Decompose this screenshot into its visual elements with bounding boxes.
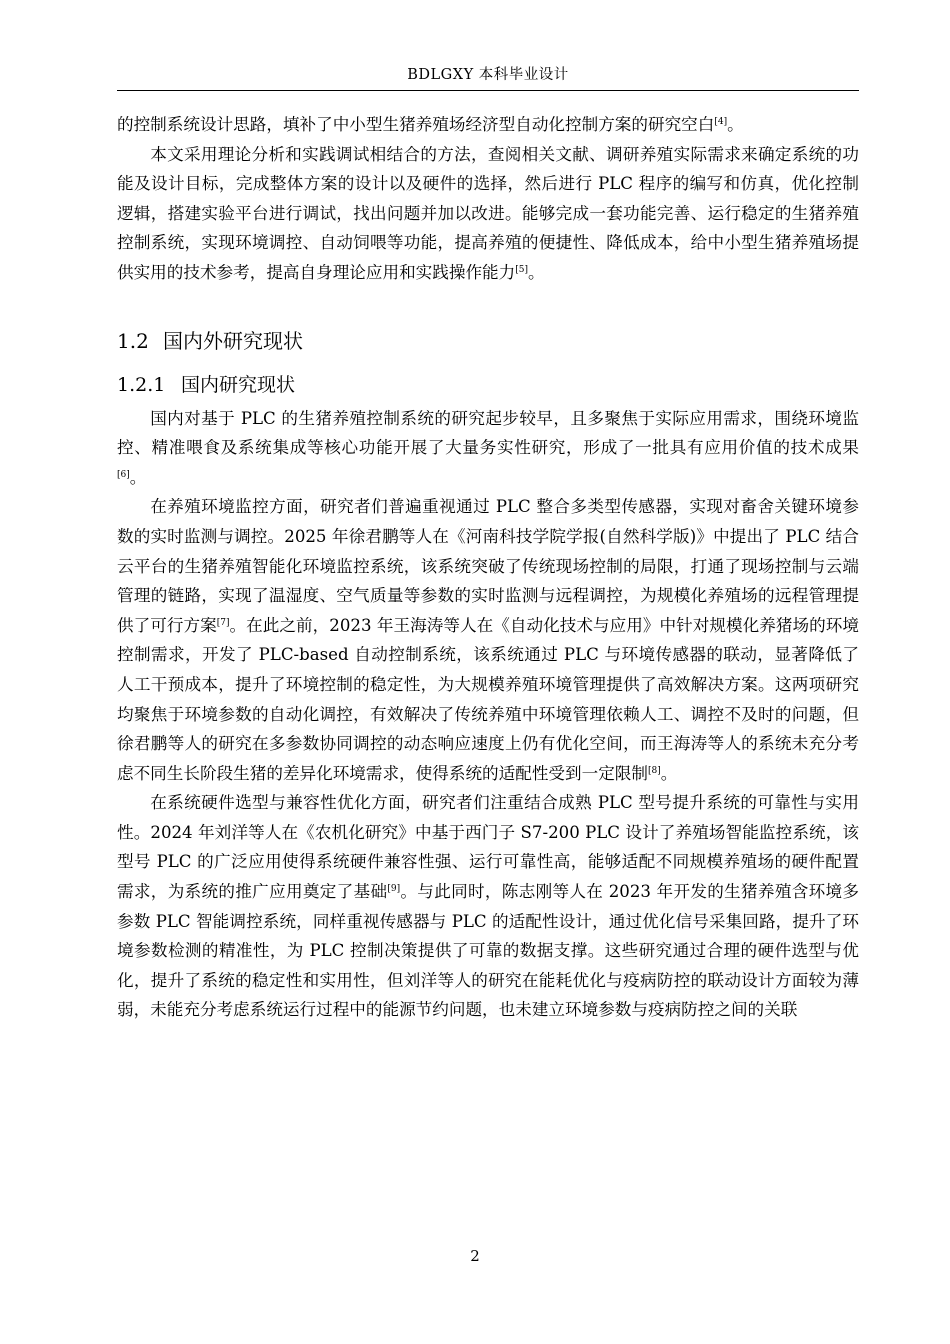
citation-ref: [9] (387, 884, 401, 895)
page-number: 2 (470, 1247, 480, 1265)
citation-ref: [8] (648, 765, 661, 776)
citation-ref: [7] (216, 617, 230, 628)
subsection-title: 国内研究现状 (181, 373, 296, 396)
paragraph-domestic-intro: 国内对基于 PLC 的生猪养殖控制系统的研究起步较早，且多聚焦于实际应用需求，围绕环境监控、精准喂食及系统集成等核心功能开展了大量务实性研究，形成了一批具有应用价值的技术成果[6]。 (117, 408, 859, 487)
subsection-heading-1-2-1 (117, 370, 859, 400)
citation-ref: [6] (117, 469, 130, 480)
citation-ref: [5] (515, 264, 528, 275)
paragraph-method: 本文采用理论分析和实践调试相结合的方法，查阅相关文献、调研养殖实际需求来确定系统的功能及设计目标，完成整体方案的设计以及硬件的选择，然后进行 PLC 程序的编写和仿真，优化控制逻辑，搭建实验平台进行调试，找出问题并加以改进。能够完成一套功能完善、运行稳定的生猪养殖控制系统，实现环境调控、自动饲喂等功能，提高养殖的便捷性、降低成本，给中小型生猪养殖场提供实用的技术参考，提高自身理论应用和实践操作能力[5]。 (117, 144, 859, 282)
paragraph-hardware-selection: 在系统硬件选型与兼容性优化方面，研究者们注重结合成熟 PLC 型号提升系统的可靠性与实用性。2024 年刘洋等人在《农机化研究》中基于西门子 S7-200 PLC 设计了养殖场智能监控系统，该型号 PLC 的广泛应用使得系统硬件兼容性强、运行可靠性高，能够适配不同规模养殖场的硬件配置需求，为系统的推广应用奠定了基础[9]。与此同时，陈志刚等人在 2023 年开发的生猪养殖含环境多参数 PLC 智能调控系统，同样重视传感器与 PLC 的适配性设计，通过优化信号采集回路，提升了环境参数检测的精准性，为 PLC 控制决策提供了可靠的数据支撑。这些研究通过合理的硬件选型与优化，提升了系统的稳定性和实用性，但刘洋等人的研究在能耗优化与疫病防控的联动设计方面较为薄弱，未能充分考虑系统运行过程中的能源节约问题，也未建立环境参数与疫病防控之间的关联 (117, 793, 860, 1020)
section-heading-1-2 (117, 326, 859, 356)
section-title: 国内外研究现状 (163, 328, 303, 353)
page-header (117, 64, 859, 91)
citation-ref: [4] (714, 117, 728, 127)
subsection-number: 1.2.1 (117, 373, 166, 396)
paragraph-environment-monitoring: 在养殖环境监控方面，研究者们普遍重视通过 PLC 整合多类型传感器，实现对畜舍关键环境参数的实时监测与调控。2025 年徐君鹏等人在《河南科技学院学报(自然科学版)》中提出了 PLC 结合云平台的生猪养殖智能化环境监控系统，该系统突破了传统现场控制的局限，打通了现场控制与云端管理的链路，实现了温湿度、空气质量等参数的实时监测与远程调控，为规模化养殖场的远程管理提供了可行方案[7]。在此之前，2023 年王海涛等人在《自动化技术与应用》中针对规模化养猪场的环境控制需求，开发了 PLC-based 自动控制系统，该系统通过 PLC 与环境传感器的联动，显著降低了人工干预成本，提升了环境控制的稳定性，为大规模养殖环境管理提供了高效解决方案。这两项研究均聚焦于环境参数的自动化调控，有效解决了传统养殖中环境管理依赖人工、调控不及时的问题，但徐君鹏等人的研究在多参数协同调控的动态响应速度上仍有优化空间，而王海涛等人的系统未充分考虑不同生长阶段生猪的差异化环境需求，使得系统的适配性受到一定限制[8]。 (117, 497, 859, 783)
document-body (117, 110, 859, 1025)
paragraph-continued: 的控制系统设计思路，填补了中小型生猪养殖场经济型自动化控制方案的研究空白[4]。 (117, 115, 744, 134)
header-title: BDLGXY 本科毕业设计 (407, 67, 569, 83)
section-number: 1.2 (117, 328, 149, 353)
